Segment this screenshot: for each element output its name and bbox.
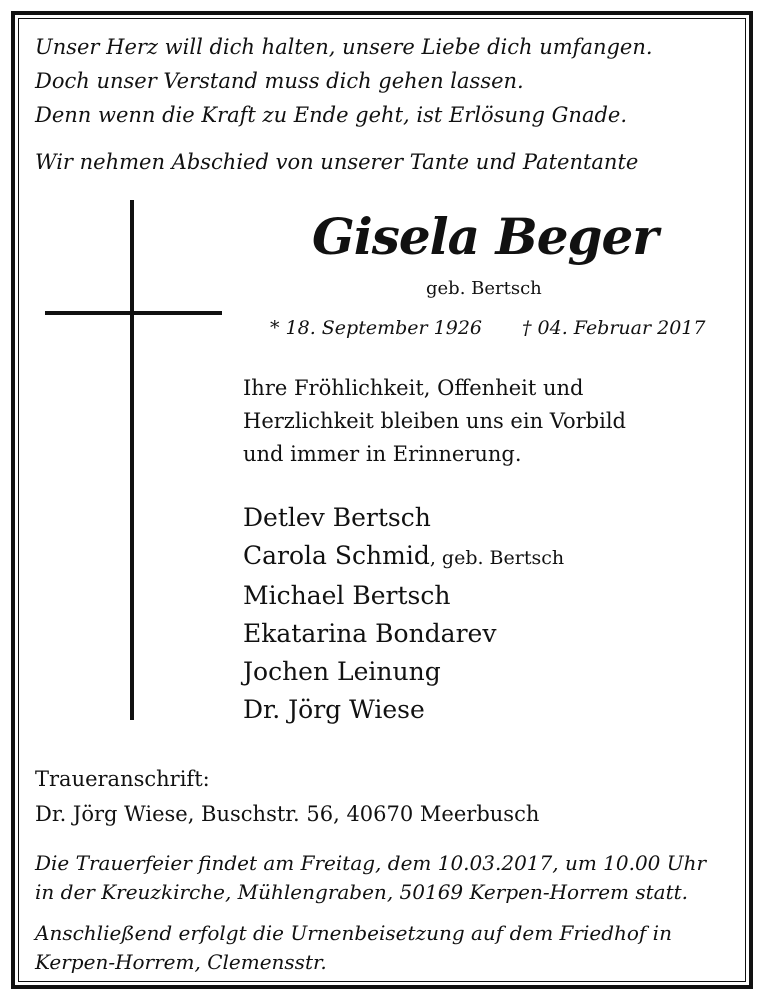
poem-line: Unser Herz will dich halten, unsere Liebe dich umfangen. — [35, 35, 653, 59]
cross-icon-horizontal — [45, 311, 222, 315]
mourner-name: Jochen Leinung — [243, 657, 441, 686]
mourner-name: Carola Schmid — [243, 541, 430, 570]
poem-verse — [35, 30, 653, 132]
mourner — [243, 691, 564, 729]
mourner — [243, 537, 564, 577]
funeral-service-info — [35, 849, 706, 907]
burial-line: Anschließend erfolgt die Urnenbeisetzung auf dem Friedhof in — [35, 921, 672, 945]
farewell-intro: Wir nehmen Abschied von unserer Tante und Patentante — [35, 150, 639, 174]
death-date: † 04. Februar 2017 — [522, 317, 706, 339]
mourner — [243, 499, 564, 537]
mourner — [243, 577, 564, 615]
cross-icon-vertical — [130, 200, 134, 720]
tribute-text — [243, 372, 626, 471]
mourners-list — [243, 499, 564, 729]
mourner-name: Michael Bertsch — [243, 581, 451, 610]
deceased-maiden-name: geb. Bertsch — [426, 278, 542, 299]
tribute-line: Ihre Fröhlichkeit, Offenheit und — [243, 376, 584, 400]
burial-info — [35, 919, 672, 977]
mourner — [243, 615, 564, 653]
birth-date: * 18. September 1926 — [270, 317, 482, 339]
poem-line: Denn wenn die Kraft zu Ende geht, ist Erlösung Gnade. — [35, 103, 628, 127]
mourner-name: Dr. Jörg Wiese — [243, 695, 425, 724]
service-line: Die Trauerfeier findet am Freitag, dem 10.03.2017, um 10.00 Uhr — [35, 851, 707, 875]
mourner-name: Ekatarina Bondarev — [243, 619, 497, 648]
poem-line: Doch unser Verstand muss dich gehen lassen. — [35, 69, 524, 93]
address-label: Traueranschrift: — [35, 767, 210, 791]
service-line: in der Kreuzkirche, Mühlengraben, 50169 Kerpen-Horrem statt. — [35, 880, 689, 904]
tribute-line: und immer in Erinnerung. — [243, 442, 522, 466]
burial-line: Kerpen-Horrem, Clemensstr. — [35, 950, 327, 974]
tribute-line: Herzlichkeit bleiben uns ein Vorbild — [243, 409, 627, 433]
mourner — [243, 653, 564, 691]
mourning-address: Dr. Jörg Wiese, Buschstr. 56, 40670 Meerbusch — [35, 802, 540, 826]
mourner-maiden-name: , geb. Bertsch — [429, 547, 565, 569]
deceased-name: Gisela Beger — [312, 207, 658, 266]
mourner-name: Detlev Bertsch — [243, 503, 431, 532]
